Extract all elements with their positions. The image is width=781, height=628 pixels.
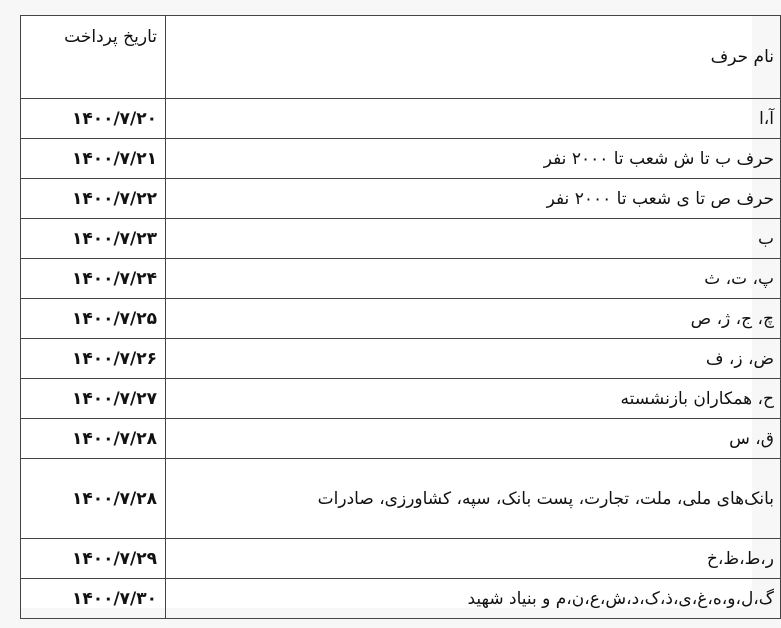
table-row [21, 299, 781, 339]
row-name-cell: ح، همکاران بازنشسته [166, 379, 781, 419]
row-date-cell: ۱۴۰۰/۷/۲۸ [21, 419, 166, 459]
row-name-cell: ق، س [166, 419, 781, 459]
table-row [21, 179, 781, 219]
row-date-cell: ۱۴۰۰/۷/۲۲ [21, 179, 166, 219]
row-name-cell: ر،ط،ظ،خ [166, 539, 781, 579]
table-row [21, 419, 781, 459]
row-date-cell: ۱۴۰۰/۷/۳۰ [21, 579, 166, 619]
row-date-cell: ۱۴۰۰/۷/۲۳ [21, 219, 166, 259]
table-row [21, 259, 781, 299]
payment-schedule-table-container [20, 15, 774, 609]
table-row [21, 339, 781, 379]
row-date-cell: ۱۴۰۰/۷/۲۱ [21, 139, 166, 179]
row-name-cell: ض، ز، ف [166, 339, 781, 379]
row-date-cell: ۱۴۰۰/۷/۲۸ [21, 459, 166, 539]
row-date-cell: ۱۴۰۰/۷/۲۵ [21, 299, 166, 339]
table-row [21, 99, 781, 139]
table-row [21, 219, 781, 259]
row-name-cell: حرف ب تا ش شعب تا ۲۰۰۰ نفر [166, 139, 781, 179]
row-date-cell: ۱۴۰۰/۷/۲۷ [21, 379, 166, 419]
table-row [21, 579, 781, 619]
header-name-cell: نام حرف [166, 16, 781, 99]
table-row [21, 459, 781, 539]
row-date-cell: ۱۴۰۰/۷/۲۹ [21, 539, 166, 579]
payment-schedule-table [20, 15, 781, 619]
row-name-cell: ب [166, 219, 781, 259]
table-row [21, 379, 781, 419]
row-date-cell: ۱۴۰۰/۷/۲۴ [21, 259, 166, 299]
row-name-cell: آ،ا [166, 99, 781, 139]
header-date-cell: تاریخ پرداخت [21, 16, 166, 99]
row-name-cell: بانک‌های ملی، ملت، تجارت، پست بانک، سپه، کشاورزی، صادرات [166, 459, 781, 539]
row-name-cell: پ، ت، ث [166, 259, 781, 299]
row-name-cell: حرف ص تا ی شعب تا ۲۰۰۰ نفر [166, 179, 781, 219]
row-name-cell: گ،ل،و،ه،غ،ی،ذ،ک،د،ش،ع،ن،م و بنیاد شهید [166, 579, 781, 619]
row-date-cell: ۱۴۰۰/۷/۲۶ [21, 339, 166, 379]
row-name-cell: چ، ج، ژ، ص [166, 299, 781, 339]
table-row [21, 539, 781, 579]
table-row [21, 139, 781, 179]
table-header-row [21, 16, 781, 99]
row-date-cell: ۱۴۰۰/۷/۲۰ [21, 99, 166, 139]
